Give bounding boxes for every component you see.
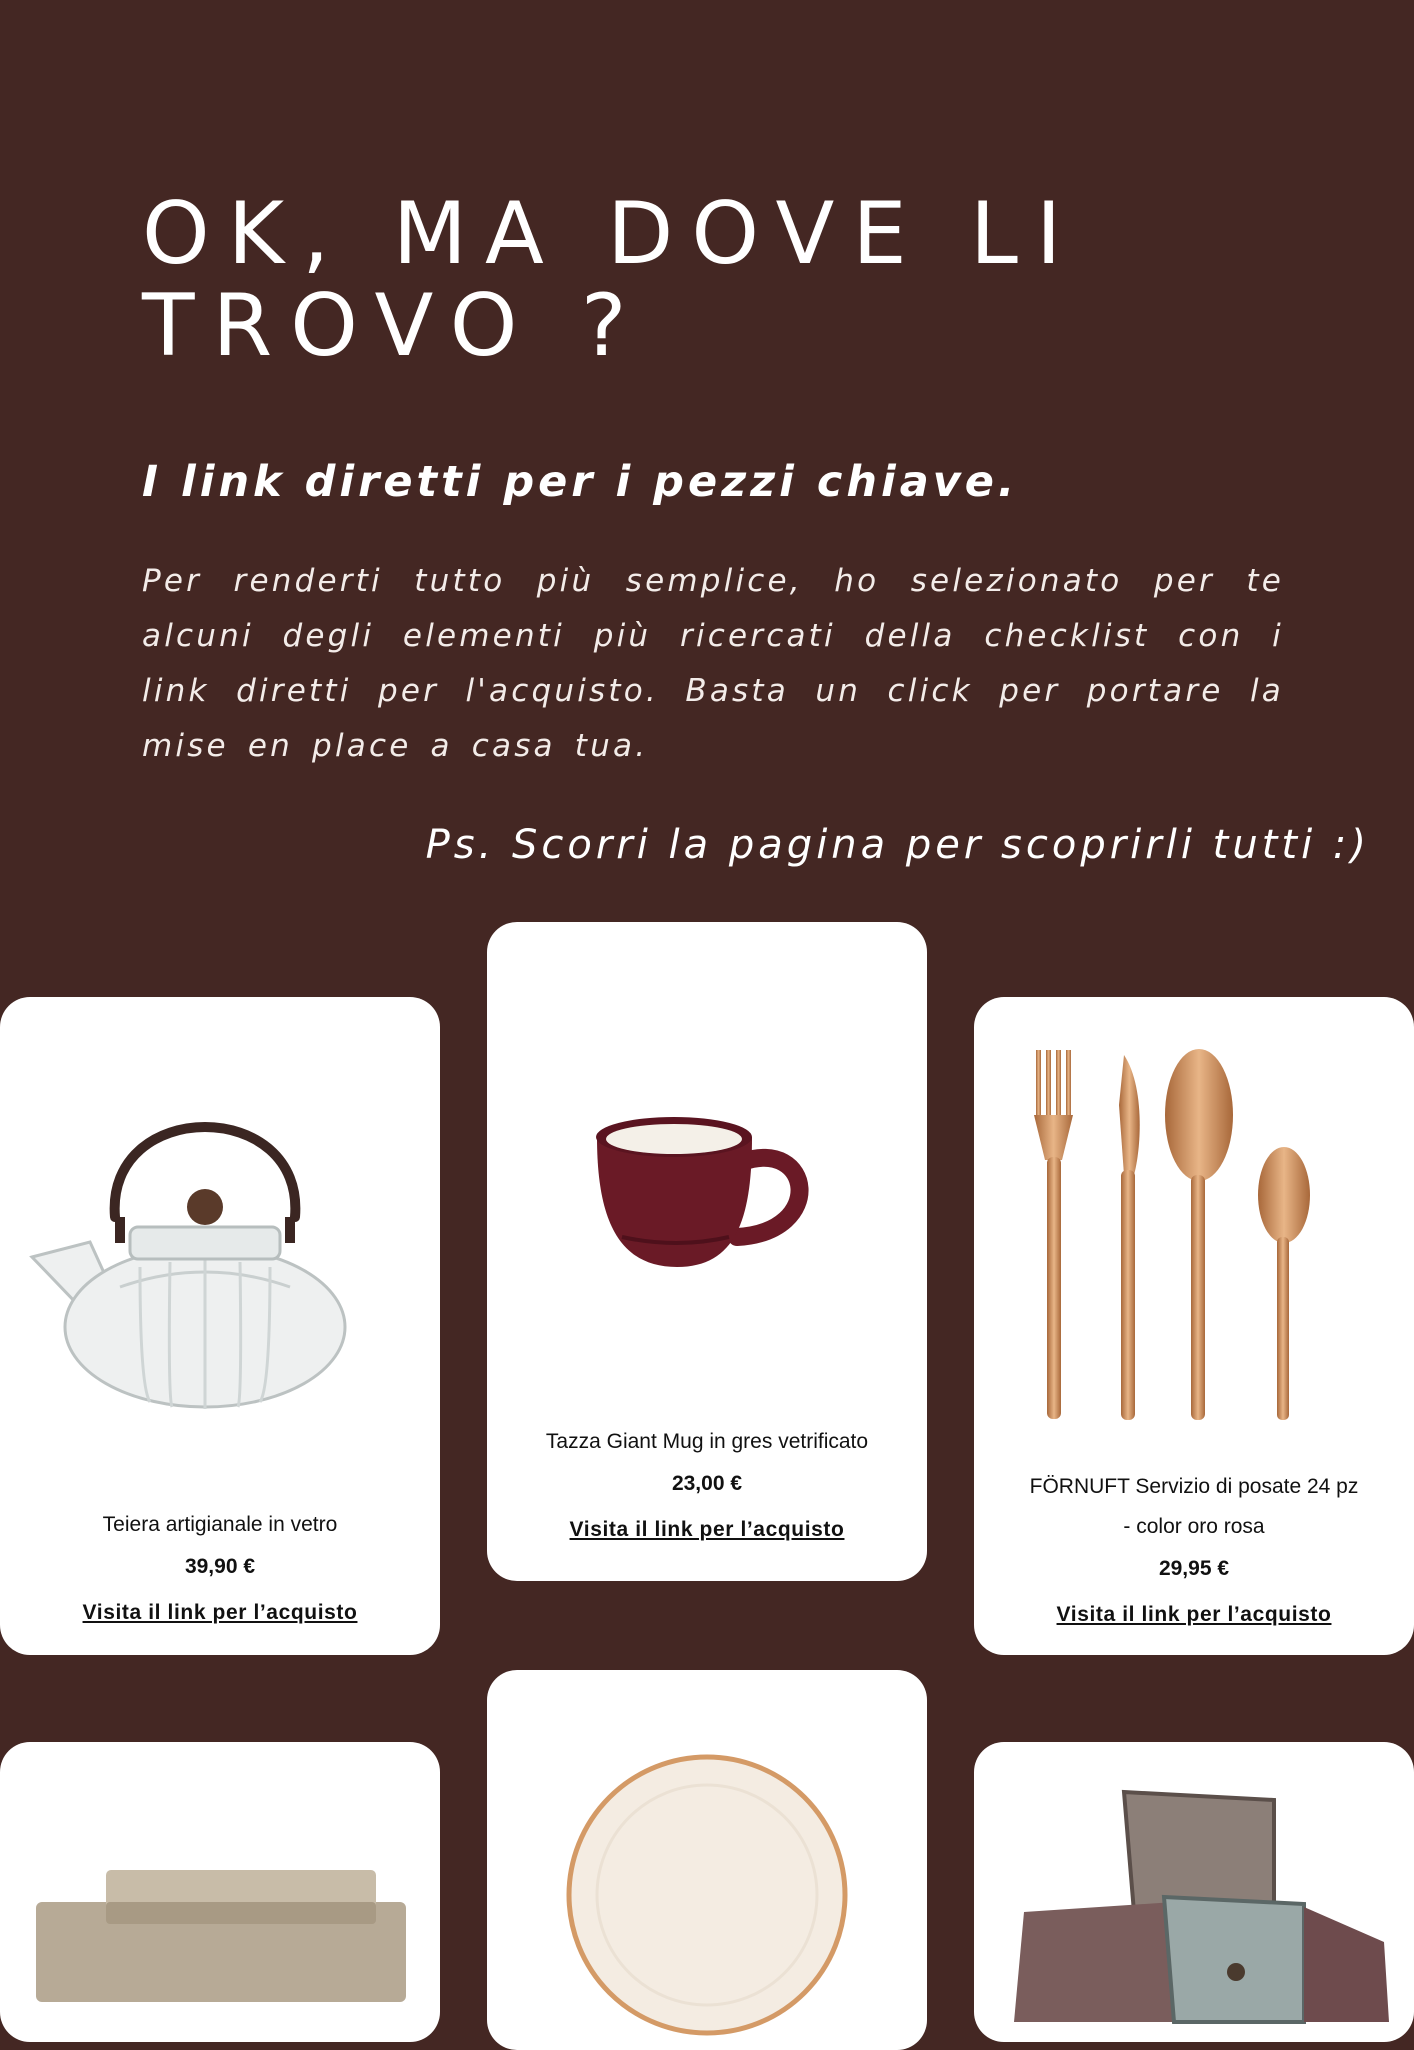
product-card-napkins [0,1742,440,2042]
product-price: 23,00 € [671,1472,743,1495]
product-name: Teiera artigianale in vetro [102,1513,338,1536]
teapot-icon [20,1057,390,1437]
scroll-hint: Ps. Scorri la pagina per scoprirli tutti :) [425,822,1370,868]
mug-icon [577,1097,837,1287]
wooden-box-icon [1004,1792,1394,2022]
product-card-teapot [0,997,440,1655]
purchase-link[interactable]: Visita il link per l’acquisto [1056,1603,1332,1626]
product-name-line-2: - color oro rosa [1123,1515,1265,1538]
purchase-link[interactable]: Visita il link per l’acquisto [82,1601,358,1624]
product-name: FÖRNUFT Servizio di posate 24 pz [1029,1475,1359,1498]
linen-napkins-icon [36,1862,416,2002]
product-price: 39,90 € [184,1555,256,1578]
product-info [0,1505,440,1625]
product-card-mug [487,922,927,1581]
product-card-cutlery [974,997,1414,1655]
purchase-link[interactable]: Visita il link per l’acquisto [569,1518,845,1541]
product-info [487,1422,927,1542]
product-name: Tazza Giant Mug in gres vetrificato [545,1430,869,1453]
intro-paragraph: Per renderti tutto più semplice, ho selezionato per te alcuni degli elementi più ricercati della checklist con i link diretti per l'acquisto. Basta un click per portare la mise en place a casa tua. [142,563,1284,764]
cutlery-icon [1024,1045,1344,1425]
page-subtitle: I link diretti per i pezzi chiave. [142,457,1019,507]
page-title: OK, MA DOVE LI TROVO ? [142,184,1080,376]
product-card-wooden-box [974,1742,1414,2042]
plate-icon [562,1750,852,2040]
product-info [974,1467,1414,1627]
product-card-plate [487,1670,927,2050]
product-price: 29,95 € [1158,1557,1230,1580]
